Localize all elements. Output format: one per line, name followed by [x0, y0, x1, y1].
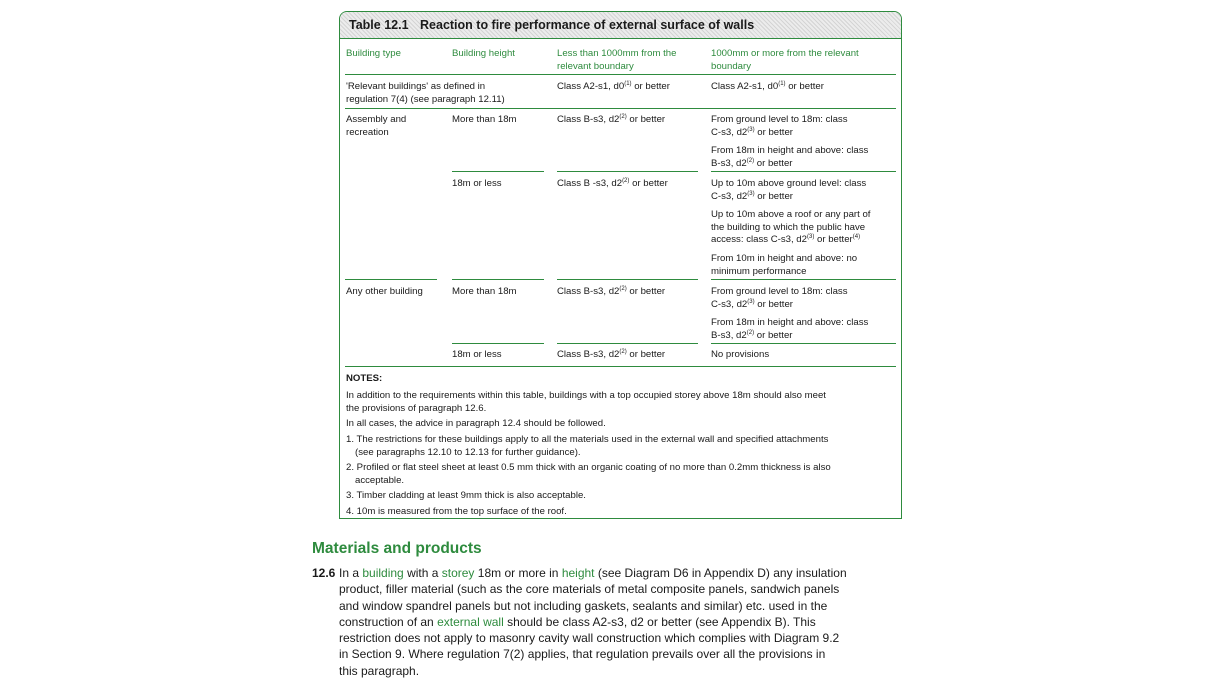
para-line-6: in Section 9. Where regulation 7(2) applies, that regulation prevails over all the provisions in — [339, 647, 826, 662]
note-general — [346, 390, 826, 415]
header-col4-line2: boundary — [711, 60, 752, 72]
cell-text: Class B-s3, d2 — [557, 286, 620, 297]
para-line-1 — [339, 565, 899, 581]
row-rule — [345, 279, 437, 280]
cell-assembly-more-c4a — [711, 114, 848, 139]
section-heading: Materials and products — [312, 540, 482, 557]
cell-text: or better — [814, 234, 853, 246]
header-1000mm-or-more — [711, 48, 859, 73]
row-rule — [557, 171, 698, 172]
row-rule — [452, 171, 544, 172]
table-title: Reaction to fire performance of external surface of walls — [420, 18, 755, 32]
cell-text: or better — [626, 349, 666, 360]
cell-assembly-more-c3 — [557, 114, 665, 127]
note-text: In addition to the requirements within this table, buildings with a top occupied storey above 18m should also meet — [346, 390, 826, 401]
cell-text: From 18m in height and above: class — [711, 317, 869, 328]
note-ref: (1) — [778, 80, 786, 87]
cell-assembly-type-line1: Assembly and — [346, 114, 407, 125]
cell-other-more-c4b — [711, 317, 868, 342]
cell-text: B-s3, d2 — [711, 329, 747, 341]
header-building-type: Building type — [346, 48, 401, 59]
header-rule — [345, 74, 896, 75]
link-building[interactable]: building — [362, 566, 404, 580]
cell-text: From ground level to 18m: class — [711, 114, 848, 125]
row-rule — [452, 343, 544, 344]
link-height[interactable]: height — [561, 566, 595, 580]
note-ref: (2) — [746, 157, 755, 164]
note-text: 2. Profiled or flat steel sheet at least 0.5 mm thick with an organic coating of no more than 0.2mm thickness is also — [346, 462, 831, 473]
note-all-cases: In all cases, the advice in paragraph 12.4 should be followed. — [346, 418, 606, 429]
note-2 — [346, 462, 831, 487]
para-line-5: restriction does not apply to masonry cavity wall construction which complies with Diagram 9.2 — [339, 631, 840, 646]
cell-text: Class B -s3, d2 — [557, 178, 623, 189]
paragraph-12-6 — [339, 565, 899, 679]
cell-other-less-c4: No provisions — [711, 349, 770, 360]
cell-text: Class A2-s1, d0 — [557, 81, 625, 92]
cell-other-less-height: 18m or less — [452, 349, 502, 360]
row-rule — [711, 279, 896, 280]
para-line-2: product, filler material (such as the core materials of metal composite panels, sandwich panels — [339, 582, 840, 597]
header-col3-line2: relevant boundary — [557, 60, 634, 72]
cell-assembly-less-c4a — [711, 178, 866, 203]
header-col3-line1: Less than 1000mm from the — [557, 48, 677, 59]
cell-relevant-type-line1: 'Relevant buildings' as defined in — [346, 81, 486, 92]
cell-assembly-type — [346, 114, 406, 139]
para-text: should be class A2-s3, d2 or better (see Appendix B). This — [503, 614, 816, 629]
note-ref: (4) — [852, 234, 861, 240]
cell-text: C-s3, d2 — [711, 126, 748, 138]
para-text: construction of an — [339, 614, 438, 629]
cell-text: From 10m in height and above: no — [711, 253, 858, 264]
fire-performance-table — [339, 11, 902, 519]
note-ref: (2) — [746, 329, 755, 336]
note-3: 3. Timber cladding at least 9mm thick is also acceptable. — [346, 490, 586, 501]
cell-relevant-c4 — [711, 81, 824, 94]
header-less-than-1000mm — [557, 48, 676, 73]
note-4: 4. 10m is measured from the top surface of the roof. — [346, 506, 567, 517]
cell-text: access: class C-s3, d2 — [711, 234, 807, 246]
cell-text: or better — [626, 114, 666, 125]
cell-text: or better — [754, 190, 794, 202]
note-ref: (2) — [619, 348, 627, 355]
cell-text: or better — [626, 286, 666, 297]
table-number: Table 12.1 — [349, 18, 409, 32]
cell-relevant-type — [346, 81, 505, 106]
cell-relevant-c3 — [557, 81, 670, 94]
cell-text: or better — [754, 329, 793, 341]
cell-text: From ground level to 18m: class — [711, 286, 848, 297]
cell-assembly-less-c3 — [557, 178, 668, 191]
note-ref: (2) — [619, 113, 627, 120]
note-ref: (2) — [619, 285, 627, 292]
table-bottom-rule — [345, 366, 896, 367]
cell-other-more-c4a — [711, 286, 848, 311]
row-rule — [557, 343, 698, 344]
para-line-7: this paragraph. — [339, 663, 420, 678]
cell-text: C-s3, d2 — [711, 298, 748, 310]
cell-assembly-more-c4b — [711, 145, 868, 170]
cell-text: Class A2-s1, d0 — [711, 81, 779, 92]
paragraph-number: 12.6 — [312, 566, 336, 580]
note-ref: (3) — [747, 126, 755, 133]
note-1 — [346, 434, 828, 459]
cell-text: C-s3, d2 — [711, 190, 748, 202]
cell-text: Up to 10m above ground level: class — [711, 178, 867, 189]
header-building-height: Building height — [452, 48, 515, 59]
note-ref: (3) — [806, 234, 815, 240]
para-line-4 — [339, 614, 899, 630]
note-ref: (1) — [624, 80, 632, 87]
note-text: 1. The restrictions for these buildings apply to all the materials used in the external wall and specified attachments — [346, 434, 829, 445]
note-ref: (2) — [622, 177, 630, 184]
cell-other-type: Any other building — [346, 286, 423, 297]
row-rule — [345, 108, 896, 109]
row-rule — [711, 171, 896, 172]
note-ref: (3) — [747, 190, 755, 197]
cell-text: B-s3, d2 — [711, 157, 747, 169]
para-text: In a — [339, 566, 363, 580]
cell-text: or better — [629, 178, 668, 189]
cell-text: From 18m in height and above: class — [711, 145, 869, 156]
header-col4-line1: 1000mm or more from the relevant — [711, 48, 859, 59]
para-text: 18m or more in — [474, 566, 562, 580]
cell-assembly-less-c4c — [711, 253, 857, 278]
cell-assembly-less-c4b — [711, 209, 870, 247]
cell-text: or better — [754, 126, 794, 138]
cell-assembly-more-height: More than 18m — [452, 114, 517, 125]
notes-title: NOTES: — [346, 373, 383, 384]
cell-text: Class B-s3, d2 — [557, 349, 620, 360]
cell-other-less-c3 — [557, 349, 665, 362]
cell-text: minimum performance — [711, 265, 807, 277]
row-rule — [711, 343, 896, 344]
cell-text: Class B-s3, d2 — [557, 114, 620, 125]
cell-text: or better — [785, 81, 824, 92]
link-external-wall[interactable]: external wall — [437, 614, 504, 629]
row-rule — [452, 279, 544, 280]
cell-text: or better — [754, 298, 794, 310]
link-storey[interactable]: storey — [441, 566, 475, 580]
cell-assembly-less-height: 18m or less — [452, 178, 502, 189]
note-ref: (3) — [747, 298, 755, 305]
cell-text: or better — [754, 157, 793, 169]
cell-text: Up to 10m above a roof or any part of — [711, 209, 871, 220]
para-text: (see Diagram D6 in Appendix D) any insulation — [594, 566, 847, 580]
para-text: with a — [403, 566, 442, 580]
cell-other-more-height: More than 18m — [452, 286, 517, 297]
note-text: the provisions of paragraph 12.6. — [346, 402, 487, 414]
cell-text: or better — [631, 81, 670, 92]
cell-relevant-type-line2: regulation 7(4) (see paragraph 12.11) — [346, 93, 505, 105]
note-text: (see paragraphs 12.10 to 12.13 for further guidance). — [355, 446, 581, 458]
cell-assembly-type-line2: recreation — [346, 126, 389, 138]
table-title-bar — [340, 12, 901, 39]
cell-other-more-c3 — [557, 286, 665, 299]
para-line-3: and window spandrel panels but not including gaskets, sealants and similar) etc. used in the — [339, 598, 828, 613]
note-text: acceptable. — [355, 474, 405, 486]
row-rule — [557, 279, 698, 280]
cell-text: the building to which the public have — [711, 221, 866, 233]
